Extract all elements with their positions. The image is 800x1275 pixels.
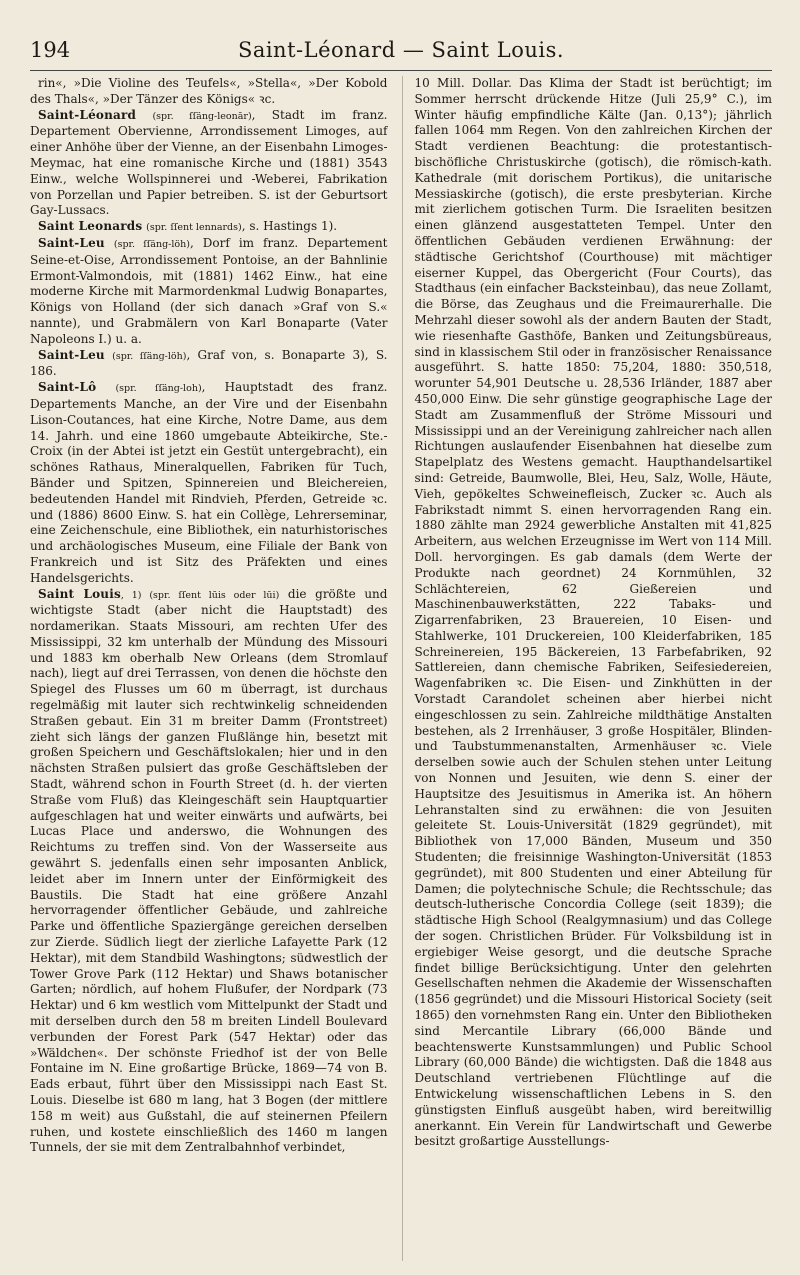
pronunciation: (spr. ſſent lennards): [146, 222, 242, 234]
right-column: [402, 76, 773, 1261]
entry-saint-lo: [30, 380, 388, 586]
entry-saint-leu-count: [30, 348, 388, 381]
headword: Saint Leonards: [38, 219, 143, 234]
headword: Saint-Leu: [38, 347, 105, 362]
header-rule: [30, 70, 772, 71]
entry-text: , Stadt im franz. Departement Obervienne, Arrondissement Limoges, auf einer Anhöhe über der Vienne, an der Eisenbahn Limoges-Meymac, hat eine romanische Kirche und (1881) 3543 Einw., welche Wollspinnerei und -Weberei, Fabrikation von Porzellan und Papier betreiben. S. ist der Geburtsort Gay-Lussacs.: [30, 107, 388, 218]
entry-saint-leonard: [30, 108, 388, 220]
entry-continuation: rin«, »Die Violine des Teufels«, »Stella«, »Der Kobold des Thals«, »Der Tänzer des Königs« ꝛc.: [30, 76, 388, 106]
pronunciation: (spr. ſſäng-löh): [112, 350, 187, 362]
entry-text: die größte und wichtigste Stadt (aber nicht die Hauptstadt) des nordamerikan. Staats Missouri, am rechten Ufer des Mississippi, 32 km unterhalb der Mündung des Missouri und 1883 km oberhalb New Orleans (dem Stromlauf nach), liegt auf drei Terrassen, von denen die höchste den Spiegel des Flusses um 60 m überragt, ist durchaus regelmäßig mit lauter sich rechtwinkelig schneidenden Straßen gebaut. Ein 31 m breiter Damm (Frontstreet) zieht sich längs der ganzen Flußlänge hin, besetzt mit großen Speichern und Geschäftslokalen; hier und in den nächsten Straßen pulsiert das große Geschäftsleben der Stadt, während schon in Fourth Street (d. h. der vierten Straße vom Fluß) das Kleingeschäft sein Hauptquartier aufgeschlagen hat und weiter einwärts und aufwärts, bei Lucas Place und anderswo, die Wohnungen des Reichtums zu treffen sind. Von der Wasserseite aus gewährt S. jedenfalls einen sehr imposanten Anblick, leidet aber im Innern unter der Einförmigkeit des Baustils. Die Stadt hat eine größere Anzahl hervorragender öffentlicher Gebäude, und zahlreiche Parke und öffentliche Spaziergänge gereichen derselben zur Zierde. Südlich liegt der zierliche Lafayette Park (12 Hektar), mit dem Standbild Washingtons; südwestlich der Tower Grove Park (112 Hektar) und Shaws botanischer Garten; nördlich, auf hohem Flußufer, der Nordpark (73 Hektar) und 6 km westlich vom Mittelpunkt der Stadt und mit derselben durch den 58 m breiten Lindell Boulevard verbunden der Forest Park (547 Hektar) oder das »Wäldchen«. Der schönste Friedhof ist der von Belle Fontaine im N. Eine großartige Brücke, 1869—74 von B. Eads erbaut, führt über den Mississippi nach East St. Louis. Dieselbe ist 680 m lang, hat 3 Bogen (der mittlere 158 m weit) aus Gußstahl, die auf steinernen Pfeilern ruhen, und kostete einschließlich des 1460 m langen Tunnels, der sie mit dem Zentralbahnhof verbindet,: [30, 586, 388, 1155]
pronunciation: (spr. ſſäng-leonār): [152, 110, 252, 122]
headword: Saint-Léonard: [38, 107, 137, 122]
text-columns: [30, 76, 772, 1261]
entry-text: , Hauptstadt des franz. Departements Manche, an der Vire und der Eisenbahn Lison-Coutances, hat eine Kirche, Notre Dame, aus dem 14. Jahrh. und eine 1860 umgebaute Abteikirche, Ste.-Croix (in der Abtei ist jetzt ein Gestüt untergebracht), ein schönes Rathaus, Mineralquellen, Fabriken für Tuch, Bänder und Spitzen, Spinnereien und Bleichereien, bedeutenden Handel mit Rindvieh, Pferden, Getreide ꝛc. und (1886) 8600 Einw. S. hat ein Collège, Lehrerseminar, eine Zeichenschule, eine Bibliothek, ein naturhistorisches und archäologisches Museum, eine Filiale der Bank von Frankreich und ist Sitz des Präfekten und eines Handelsgerichts.: [30, 380, 388, 585]
left-column: [30, 76, 388, 1261]
running-head: Saint-Léonard — Saint Louis.: [237, 38, 565, 62]
headword: Saint-Lô: [38, 380, 97, 395]
pronunciation: (spr. ſſäng-loh): [115, 383, 202, 395]
page-header: [30, 30, 772, 70]
entry-text: , Dorf im franz. Departement Seine-et-Oise, Arrondissement Pontoise, an der Bahnlinie Ermont-Valmondois, mit (1881) 1462 Einw., hat eine moderne Kirche mit Marmordenkmal Ludwig Bonapartes, Königs von Holland (der sich danach »Graf von S.« nannte), und Grabmälern von Karl Bonaparte (Vater Napoleons I.) u. a.: [30, 235, 388, 346]
page-number: 194: [30, 38, 71, 62]
pronunciation: , 1) (spr. ſſent lūis oder lūi): [120, 589, 280, 601]
entry-saint-leonards: [30, 219, 388, 236]
entry-saint-leu-village: [30, 236, 388, 348]
headword: Saint-Leu: [38, 235, 105, 250]
entry-saint-louis: [30, 587, 388, 1157]
headword: Saint Louis: [38, 586, 121, 601]
entry-text: , Graf von, s. Bonaparte 3), S. 186.: [30, 347, 388, 379]
entry-saint-louis-continued: [415, 76, 773, 1150]
pronunciation: (spr. ſſäng-löh): [113, 238, 190, 250]
entry-text: 10 Mill. Dollar. Das Klima der Stadt ist berüchtigt; im Sommer herrscht drückende Hitze (Juli 25,9° C.), im Winter häufig empfindliche Kälte (Jan. 0,13°); jährlich fallen 1064 mm Regen. Von den zahlreichen Kirchen der Stadt verdienen Beachtung: die protestantisch-bischöfliche Christuskirche (gotisch), die römisch-kath. Kathedrale (mit dorischem Portikus), die unitarische Messiaskirche (gotisch), die erste presbyterian. Kirche mit zierlichem gotischen Turm. Die Israeliten besitzen einen glänzend ausgestatteten Tempel. Unter den öffentlichen Gebäuden verdienen Erwähnung: der städtische Gerichtshof (Courthouse) mit mächtiger eiserner Kuppel, das Obergericht (Four Courts), das Stadthaus (ein einfacher Backsteinbau), das neue Zollamt, die Börse, das Zeughaus und die Freimaurerhalle. Die Mehrzahl dieser sowohl als der andern Bauten der Stadt, wie riesenhafte Gasthöfe, Banken und Zeitungsbüreaus, sind in klassischem Stil oder in französischer Renaissance ausgeführt. S. hatte 1850: 75,204, 1880: 350,518, worunter 54,901 Deutsche u. 28,536 Irländer, 1887 aber 450,000 Einw. Die sehr günstige geographische Lage der Stadt am Zusammenfluß der Ströme Missouri und Mississippi und an der Vereinigung zahlreicher nach allen Richtungen auslaufender Eisenbahnen hat dieselbe zum Stapelplatz des Westens gemacht. Haupthandelsartikel sind: Getreide, Baumwolle, Blei, Heu, Salz, Wolle, Häute, Vieh, gepökeltes Schweinefleisch, Zucker ꝛc. Auch als Fabrikstadt nimmt S. einen hervorragenden Rang ein. 1880 zählte man 2924 gewerbliche Anstalten mit 41,825 Arbeitern, aus welchen Erzeugnisse im Wert von 114 Mill. Doll. hervorgingen. Es gab damals (dem Werte der Produkte nach geordnet) 24 Kornmühlen, 32 Schlächtereien, 62 Gießereien und Maschinenbauwerkstätten, 222 Tabaks- und Zigarrenfabriken, 23 Brauereien, 10 Eisen- und Stahlwerke, 101 Druckereien, 100 Kleiderfabriken, 185 Schreinereien, 195 Bäckereien, 13 Farbefabriken, 92 Sattlereien, dann chemische Fabriken, Seifesiedereien, Wagenfabriken ꝛc. Die Eisen- und Zinkhütten in der Vorstadt Carandolet scheinen aber hierbei nicht eingeschlossen zu sein. Zahlreiche mildthätige Anstalten bestehen, als 2 Irrenhäuser, 3 große Hospitäler, Blinden- und Taubstummenanstalten, Armenhäuser ꝛc. Viele derselben sowie auch der Schulen stehen unter Leitung von Nonnen und Jesuiten, wie denn S. einer der Hauptsitze des Jesuitismus in Amerika ist. An höhern Lehranstalten sind zu erwähnen: die von Jesuiten geleitete St. Louis-Universität (1829 gegründet), mit Bibliothek von 17,000 Bänden, Museum und 350 Studenten; die freisinnige Washington-Universität (1853 gegründet), mit 800 Studenten und einer Abteilung für Damen; die polytechnische Schule; die Rechtsschule; das deutsch-lutherische Concordia College (seit 1839); die städtische High School (Realgymnasium) und das College der sogen. Christlichen Brüder. Für Volksbildung ist in ergiebiger Weise gesorgt, und die deutsche Sprache findet billige Berücksichtigung. Unter den gelehrten Gesellschaften nehmen die Akademie der Wissenschaften (1856 gegründet) und die Missouri Historical Society (seit 1865) den vornehmsten Rang ein. Unter den Bibliotheken sind Mercantile Library (66,000 Bände und beachtenswerte Kunstsammlungen) und Public School Library (60,000 Bände) die wichtigsten. Daß die 1848 aus Deutschland vertriebenen Flüchtlinge auf die Entwickelung wissenschaftlichen Lebens in S. den günstigsten Einfluß ausgeübt haben, wird bereitwillig anerkannt. Ein Verein für Landwirtschaft und Gewerbe besitzt großartige Ausstellungs-: [414, 76, 772, 1149]
entry-text: , s. Hastings 1).: [241, 219, 338, 234]
